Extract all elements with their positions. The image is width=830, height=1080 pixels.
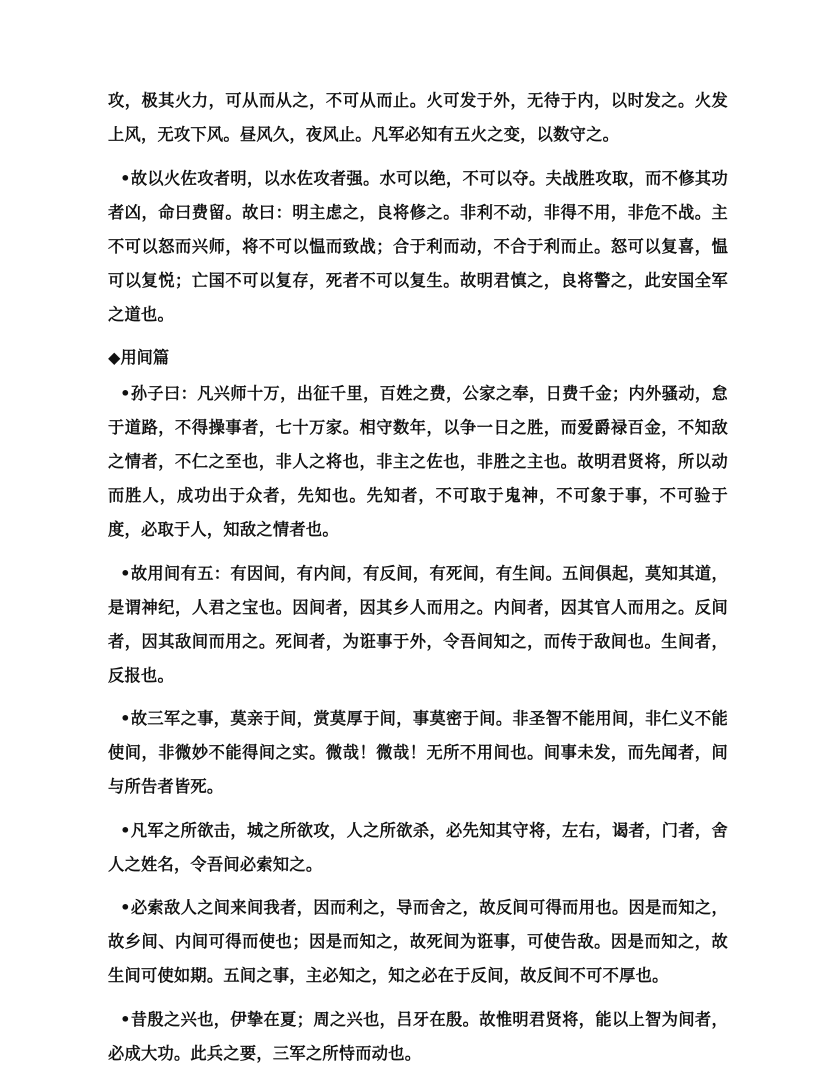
paragraph-converted-spies: •必索敌人之间来间我者，因而利之，导而舍之，故反间可得而用也。因是而知之，故乡间、内间可得而使也；因是而知之，故死间为诳事，可使告敌。因是而知之，故生间可使如期。五间之事，主必知之，知之必在于反间，故反间不可不厚也。	[108, 898, 728, 985]
paragraph-fire-water-attack: •故以火佐攻者明，以水佐攻者强。水可以绝，不可以夺。夫战胜攻取，而不修其功者凶，命曰费留。故曰：明主虑之，良将修之。非利不动，非得不用，非危不战。主不可以怒而兴师，将不可以愠而致战；合于利而动，不合于利而止。怒可以复喜，愠可以复悦；亡国不可以复存，死者不可以复生。故明君慎之，良将警之，此安国全军之道也。	[108, 168, 728, 324]
section-heading-yongjian: ◆用间篇	[108, 348, 170, 367]
paragraph-three-armies: •故三军之事，莫亲于间，赏莫厚于间，事莫密于间。非圣智不能用间，非仁义不能使间，非微妙不能得间之实。微哉！微哉！无所不用间也。间事未发，而先闻者，间与所告者皆死。	[108, 709, 728, 796]
paragraph-sunzi-yue: •孙子曰：凡兴师十万，出征千里，百姓之费，公家之奉，日费千金；内外骚动，怠于道路，不得操事者，七十万家。相守数年，以争一日之胜，而爱爵禄百金，不知敌之情者，不仁之至也，非人之将也，非主之佐也，非胜之主也。故明君贤将，所以动而胜人，成功出于众者，先知也。先知者，不可取于鬼神，不可象于事，不可验于度，必取于人，知敌之情者也。	[108, 384, 728, 539]
document-page	[108, 84, 728, 1080]
paragraph-know-the-names: •凡军之所欲击，城之所欲攻，人之所欲杀，必先知其守将，左右，谒者，门者，舍人之姓名，令吾间必索知之。	[108, 820, 728, 874]
paragraph-yin-zhou: •昔殷之兴也，伊挚在夏；周之兴也，吕牙在殷。故惟明君贤将，能以上智为间者，必成大功。此兵之要，三军之所恃而动也。	[108, 1009, 728, 1063]
paragraph-five-spies: •故用间有五：有因间，有内间，有反间，有死间，有生间。五间俱起，莫知其道，是谓神纪，人君之宝也。因间者，因其乡人而用之。内间者，因其官人而用之。反间者，因其敌间而用之。死间者，为诳事于外，令吾间知之，而传于敌间也。生间者，反报也。	[108, 563, 728, 685]
paragraph-fire-attack-end: 攻，极其火力，可从而从之，不可从而止。火可发于外，无待于内，以时发之。火发上风，无攻下风。昼风久，夜风止。凡军必知有五火之变，以数守之。	[108, 91, 728, 144]
